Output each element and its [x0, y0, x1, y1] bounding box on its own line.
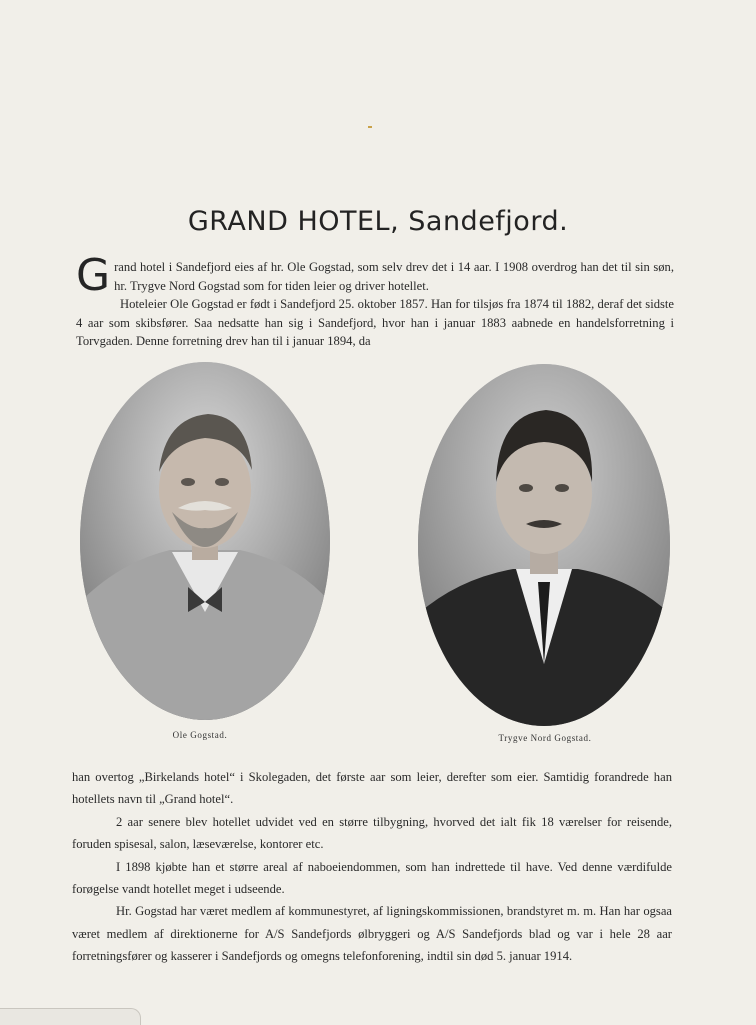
body-paragraph-1: han overtog „Birkelands hotel“ i Skolegaden, det første aar som leier, derefter som eier. Samtidig forandrede han hotellets navn til „Grand hotel“. — [72, 770, 672, 807]
body-paragraph-4: Hr. Gogstad har været medlem af kommunestyret, af ligningskommissionen, brandstyret m. m. Han har ogsaa været medlem af direktionerne for A/S Sandefjords ølbryggeri og A/S Sandefjords blad og var i hele 28 aar forretningsfører og kasserer i Sandefjords og omegns telefonforening, indtil sin død 5. januar 1914. — [72, 904, 672, 964]
portrait-trygve-nord-gogstad-photo — [418, 364, 670, 726]
caption-right: Trygve Nord Gogstad. — [498, 733, 592, 743]
body-text — [72, 766, 672, 968]
intro-text — [76, 250, 674, 351]
ink-speck — [368, 126, 372, 128]
portrait-ole-gogstad-photo — [80, 362, 330, 720]
portrait-trygve-nord-gogstad — [418, 364, 670, 726]
body-paragraph-3: I 1898 kjøbte han et større areal af naboeiendommen, som han indrettede til have. Ved denne værdifulde forøgelse vandt hotellet meget i udseende. — [72, 859, 672, 897]
page-title: GRAND HOTEL, Sandefjord. — [187, 206, 569, 237]
intro-paragraph-1: rand hotel i Sandefjord eies af hr. Ole Gogstad, som selv drev det i 14 aar. I 1908 overdrog han det til sin søn, hr. Trygve Nord Gogstad som for tiden leier og driver hotellet. — [114, 260, 674, 293]
caption-left: Ole Gogstad. — [172, 730, 228, 740]
portrait-ole-gogstad — [80, 362, 330, 720]
intro-paragraph-2: Hoteleier Ole Gogstad er født i Sandefjord 25. oktober 1857. Han for tilsjøs fra 1874 til 1882, deraf det sidste 4 aar som skibsfører. Saa nedsatte han sig i Sandefjord, hvor han i januar 1883 aabnede en handelsforretning i Torvgaden. Denne forretning drev han til i januar 1894, da — [76, 297, 674, 348]
page-edge-tab — [0, 1008, 141, 1025]
body-paragraph-2: 2 aar senere blev hotellet udvidet ved en større tilbygning, hvorved det ialt fik 18 værelser for reisende, foruden spisesal, salon, læseværelse, kontorer etc. — [72, 814, 672, 852]
drop-cap: G — [76, 250, 111, 301]
